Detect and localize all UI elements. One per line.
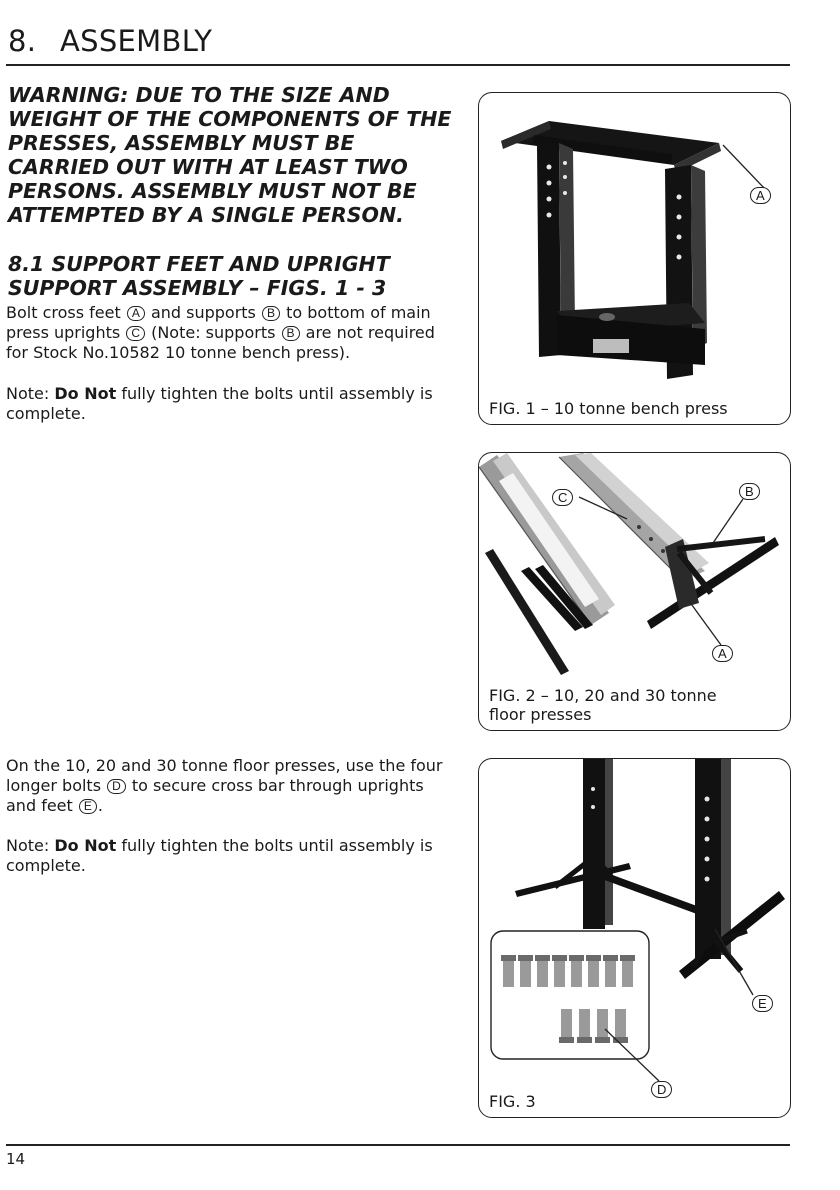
warning-label: WARNING: bbox=[8, 83, 129, 107]
subsection-title: 8.1 SUPPORT FEET AND UPRIGHT SUPPORT ASSEMBLY – FIGS. 1 - 3 bbox=[8, 252, 390, 300]
fig1-label-a: A bbox=[750, 187, 771, 204]
callout-e: E bbox=[79, 799, 97, 814]
fig3-caption: FIG. 3 bbox=[489, 1092, 536, 1111]
figure-3 bbox=[478, 758, 791, 1118]
callout-a: A bbox=[127, 306, 145, 321]
para1-text-2: and supports bbox=[150, 303, 256, 322]
note1-rest: fully tighten the bolts until assembly is complete. bbox=[6, 384, 433, 423]
warning-emphasis: MUST NOT bbox=[258, 179, 380, 203]
para2-text-3: . bbox=[97, 796, 103, 815]
para2-text-2: to secure cross bar through uprights and feet bbox=[6, 776, 424, 815]
note-1 bbox=[6, 384, 456, 424]
fig2-label-b: B bbox=[739, 483, 760, 500]
fig2-label-a: A bbox=[712, 645, 733, 662]
bench-press-frame-illustration bbox=[479, 93, 790, 424]
callout-c: C bbox=[126, 326, 145, 341]
para1-text-3: to bottom of main press uprights bbox=[6, 303, 431, 342]
instruction-paragraph-1 bbox=[6, 303, 456, 363]
fig3-label-d: D bbox=[651, 1081, 672, 1098]
note1-bold: Do Not bbox=[54, 384, 117, 403]
para1-text-5: are not required for Stock No.10582 10 tonne bench press). bbox=[6, 323, 435, 362]
fig2-label-c: C bbox=[552, 489, 573, 506]
note1-prefix: Note: bbox=[6, 384, 50, 403]
figure-1 bbox=[478, 92, 791, 425]
footer-rule bbox=[6, 1144, 790, 1146]
para1-text-1: Bolt cross feet bbox=[6, 303, 121, 322]
floor-press-assembled-illustration bbox=[479, 759, 790, 1117]
header-rule bbox=[6, 64, 790, 66]
warning-block bbox=[8, 83, 458, 227]
note2-rest: fully tighten the bolts until assembly is complete. bbox=[6, 836, 433, 875]
fig3-label-e: E bbox=[752, 995, 773, 1012]
page-number: 14 bbox=[6, 1150, 26, 1168]
warning-text-1: DUE TO THE SIZE AND WEIGHT OF THE COMPONENTS OF THE PRESSES, ASSEMBLY MUST BE CARRIED OUT WITH AT LEAST TWO PERSONS. ASSEMBLY bbox=[8, 83, 452, 203]
section-number: 8. bbox=[8, 24, 37, 58]
note2-prefix: Note: bbox=[6, 836, 50, 855]
para1-text-4: (Note: supports bbox=[151, 323, 276, 342]
fig1-caption: FIG. 1 – 10 tonne bench press bbox=[489, 399, 728, 418]
callout-d: D bbox=[107, 779, 126, 794]
note-2 bbox=[6, 836, 456, 876]
section-heading bbox=[8, 24, 212, 58]
fig2-caption: FIG. 2 – 10, 20 and 30 tonne floor presses bbox=[489, 686, 717, 724]
note2-bold: Do Not bbox=[54, 836, 117, 855]
instruction-paragraph-2 bbox=[6, 756, 456, 816]
warning-text-2: BE ATTEMPTED BY A SINGLE PERSON. bbox=[8, 179, 417, 227]
figure-2 bbox=[478, 452, 791, 731]
callout-b: B bbox=[262, 306, 280, 321]
callout-b-2: B bbox=[282, 326, 300, 341]
section-title: ASSEMBLY bbox=[60, 24, 213, 58]
para2-text-1: On the 10, 20 and 30 tonne floor presses, use the four longer bolts bbox=[6, 756, 443, 795]
